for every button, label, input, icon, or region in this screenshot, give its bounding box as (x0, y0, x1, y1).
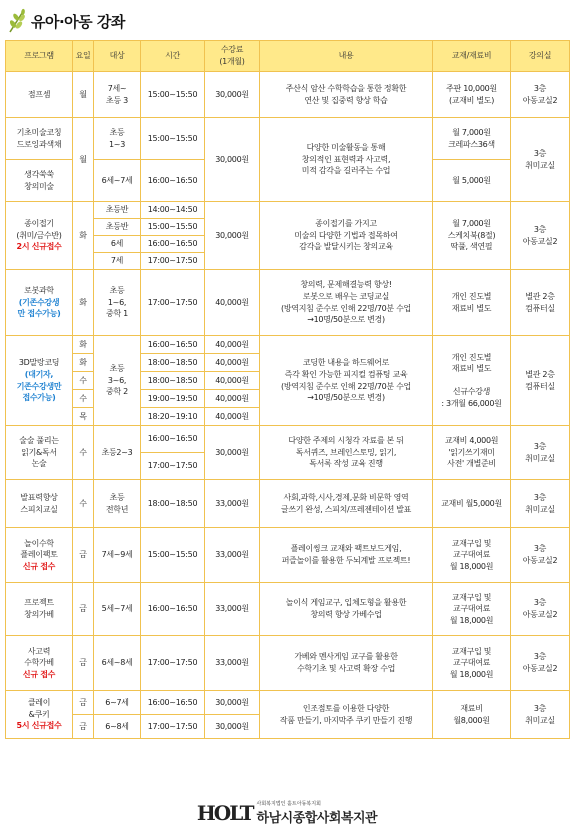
content-line: 독서록 작성 교육 진행 (309, 459, 383, 469)
material-line: 재료비 (460, 703, 483, 713)
content-line: 코딩한 내용을 하드웨어로 (302, 358, 390, 368)
program-line: 창의미술 (24, 181, 54, 191)
material-cell (433, 202, 511, 270)
material-line: 재료비 별도 (451, 364, 492, 374)
room-line: 3층 (533, 598, 547, 608)
material-line: 개인 진도별 (451, 291, 492, 301)
program-name (6, 160, 73, 202)
table-row (6, 583, 570, 636)
table-row (6, 118, 570, 160)
target-line: 초등 (109, 364, 125, 374)
holt-logo-text: HOLT (196, 801, 253, 825)
enroll-note: 기존수강생만 (16, 381, 62, 391)
day-cell: 화 (73, 202, 94, 270)
day-cell: 금 (73, 691, 94, 715)
material-line: 월 18,000원 (449, 669, 494, 679)
program-line: 사고력 (27, 646, 51, 656)
target-cell (94, 270, 141, 336)
content-line: (방역지침 준수로 인해 22명/70분 수업 (281, 381, 411, 391)
material-line: 교재비 4,000원 (444, 436, 499, 446)
program-line: 스피치교실 (20, 504, 58, 514)
content-line: 글쓰기 완성, 스피치/프레젠테이션 발표 (280, 504, 412, 514)
program-line: 클레이 (27, 698, 51, 708)
enroll-note: (기존수강생 (18, 297, 60, 307)
room-cell (511, 72, 570, 118)
material-line: 개인 진도별 (451, 352, 492, 362)
col-program: 프로그램 (6, 41, 73, 72)
content-cell (260, 480, 433, 528)
program-name (6, 336, 73, 426)
time-cell: 18:00~18:50 (141, 480, 205, 528)
content-line: 즉각 확인 가능한 피지컬 컴퓨팅 교육 (284, 369, 408, 379)
new-enroll-badge: 5시 신규접수 (16, 721, 62, 731)
time-cell: 18:00~18:50 (141, 372, 205, 390)
org-parent-name: 사회복지법인 홀트아동복지회 (256, 801, 321, 807)
target-cell (94, 336, 141, 426)
material-cell (433, 118, 511, 160)
content-line: 작품 만들기, 마지막주 쿠키 만들기 진행 (279, 715, 413, 725)
target-line: 3~6, (107, 375, 127, 385)
program-line: 생각쑥쑥 (24, 169, 54, 179)
material-line: (교재비 별도) (448, 95, 495, 105)
time-cell: 17:00~17:50 (141, 636, 205, 691)
material-line: 주판 10,000원 (446, 83, 497, 93)
time-cell: 15:00~15:50 (141, 528, 205, 583)
target-line: 전학년 (105, 504, 129, 514)
content-cell (260, 336, 433, 426)
col-fee-label: 수강료 (220, 45, 244, 55)
new-enroll-badge: 2시 신규접수 (16, 242, 62, 252)
fee-cell: 40,000원 (205, 372, 260, 390)
enroll-note: 만 접수가능) (17, 309, 61, 319)
target-line: 1~6, (107, 297, 127, 307)
room-cell (511, 480, 570, 528)
content-line: 미적 감각을 길러주는 수업 (301, 166, 391, 176)
program-line: 드로잉과색채 (16, 139, 62, 149)
material-cell (433, 583, 511, 636)
material-cell (433, 636, 511, 691)
content-cell (260, 528, 433, 583)
time-cell: 17:00~17:50 (141, 253, 205, 270)
day-cell: 수 (73, 390, 94, 408)
room-line: 3층 (533, 224, 547, 234)
program-line: 종이접기 (24, 219, 54, 229)
content-line: 주산식 암산 수학학습을 통한 정확한 (285, 83, 407, 93)
day-cell: 금 (73, 715, 94, 739)
program-name (6, 270, 73, 336)
program-name (6, 426, 73, 480)
program-line: 읽기&독서 (21, 447, 57, 457)
table-row (6, 480, 570, 528)
content-line: 가베와 멘사게임 교구를 활용한 (294, 652, 398, 662)
material-line: '읽기쓰기재미 (448, 447, 495, 457)
room-cell (511, 583, 570, 636)
material-line: 교재구입 및 (451, 592, 492, 602)
table-row (6, 202, 570, 219)
room-line: 별관 2층 (525, 369, 555, 379)
room-line: 3층 (533, 83, 547, 93)
fee-cell: 30,000원 (205, 691, 260, 715)
material-line: : 3개월 66,000원 (441, 398, 502, 408)
fee-cell: 40,000원 (205, 408, 260, 426)
target-line: 초등 (109, 492, 125, 502)
program-name (6, 528, 73, 583)
content-cell (260, 270, 433, 336)
room-line: 취미교실 (525, 453, 555, 463)
time-cell: 17:00~17:50 (141, 453, 205, 480)
day-cell: 화 (73, 336, 94, 354)
target-cell: 7세~9세 (94, 528, 141, 583)
day-cell: 화 (73, 354, 94, 372)
time-cell: 14:00~14:50 (141, 202, 205, 219)
col-room: 강의실 (511, 41, 570, 72)
material-line: 신규수강생 (452, 387, 491, 397)
time-cell: 16:00~16:50 (141, 236, 205, 253)
content-line: 사회,과학,시사,경제,문화 비문학 영역 (283, 492, 409, 502)
holt-logo (197, 801, 253, 825)
target-line: 1~3 (109, 139, 125, 149)
content-cell (260, 72, 433, 118)
room-line: 3층 (533, 703, 547, 713)
room-cell (511, 336, 570, 426)
material-line: 크레파스36색 (448, 139, 495, 149)
fee-cell: 30,000원 (205, 202, 260, 270)
target-cell: 6세~8세 (94, 636, 141, 691)
new-enroll-badge: 신규 접수 (22, 669, 56, 679)
content-cell (260, 202, 433, 270)
program-name (6, 202, 73, 270)
enroll-note: (대기자, (24, 369, 54, 379)
col-fee (205, 41, 260, 72)
program-line: 발표력향상 (20, 492, 58, 502)
time-cell: 16:00~16:50 (141, 583, 205, 636)
col-fee-period: (1개월) (219, 57, 245, 66)
fee-cell: 40,000원 (205, 270, 260, 336)
time-cell: 18:20~19:10 (141, 408, 205, 426)
program-line: &쿠키 (28, 709, 50, 719)
target-line: 중학 1 (106, 309, 128, 319)
room-line: 아동교실2 (522, 556, 558, 565)
room-line: 별관 2층 (525, 291, 555, 301)
program-line: 로봇과학 (24, 286, 54, 296)
table-row (6, 426, 570, 453)
time-cell: 16:00~16:50 (141, 336, 205, 354)
content-line: 퍼즐놀이를 활용한 두뇌계발 프로젝트! (281, 556, 411, 565)
content-cell (260, 118, 433, 202)
page-title: 유아·아동 강좌 (31, 12, 125, 31)
content-line: →10명/50분으로 변경) (307, 393, 385, 403)
program-line: 논술 (31, 459, 47, 469)
fee-cell: 30,000원 (205, 72, 260, 118)
material-cell (433, 270, 511, 336)
time-cell: 16:00~16:50 (141, 426, 205, 453)
material-line: 교구대여료 (452, 604, 491, 614)
program-name (6, 636, 73, 691)
material-line: 스케치북(8절) (447, 230, 496, 240)
target-line: 초등 (109, 286, 125, 296)
program-line: 프로젝트 (24, 598, 54, 608)
content-line: 독서퀴즈, 브레인스토밍, 읽기, (295, 447, 397, 457)
time-cell: 15:00~15:50 (141, 72, 205, 118)
new-enroll-badge: 신규 접수 (22, 561, 56, 571)
course-table (5, 40, 570, 739)
target-cell: 6~8세 (94, 715, 141, 739)
time-cell: 18:00~18:50 (141, 354, 205, 372)
material-cell: 교재비 월5,000원 (433, 480, 511, 528)
fee-cell: 33,000원 (205, 480, 260, 528)
material-line: 사전' 개별준비 (447, 459, 496, 469)
material-line: 교구대여료 (452, 550, 491, 560)
day-cell: 금 (73, 583, 94, 636)
room-line: 취미교실 (525, 160, 555, 170)
room-line: 취미교실 (525, 715, 555, 725)
day-cell: 목 (73, 408, 94, 426)
content-line: 플레이씽크 교재와 팩트보드게임, (290, 544, 402, 554)
day-cell: 수 (73, 426, 94, 480)
target-line: 중학 2 (106, 387, 128, 397)
room-cell (511, 426, 570, 480)
program-name (6, 691, 73, 739)
content-line: →10명/50분으로 변경) (307, 315, 385, 325)
program-line: 플레이팩토 (20, 550, 58, 560)
content-line: 놀이식 게임교구, 입체도형을 활용한 (285, 598, 407, 608)
target-cell (94, 118, 141, 160)
fee-cell: 33,000원 (205, 583, 260, 636)
time-cell: 17:00~17:50 (141, 270, 205, 336)
target-cell: 7세 (94, 253, 141, 270)
content-line: 종이접기를 가지고 (315, 219, 377, 229)
table-row (6, 336, 570, 354)
room-cell (511, 528, 570, 583)
program-name (6, 480, 73, 528)
room-line: 컴퓨터실 (525, 303, 555, 313)
room-line: 아동교실2 (522, 664, 558, 673)
target-cell: 초등2~3 (94, 426, 141, 480)
footer (0, 800, 574, 826)
material-line: 월 18,000원 (449, 561, 494, 571)
table-row (6, 691, 570, 715)
fee-cell: 40,000원 (205, 390, 260, 408)
table-header-row (6, 41, 570, 72)
room-line: 3층 (533, 652, 547, 662)
material-line: 월 7,000원 (452, 219, 491, 229)
target-cell: 5세~7세 (94, 583, 141, 636)
enroll-note: 접수가능) (22, 393, 56, 403)
room-line: 아동교실2 (522, 610, 558, 619)
fee-cell: 33,000원 (205, 636, 260, 691)
fee-cell: 40,000원 (205, 336, 260, 354)
program-line: 창의가베 (24, 610, 54, 619)
time-cell: 16:00~16:50 (141, 160, 205, 202)
room-cell (511, 691, 570, 739)
material-cell (433, 72, 511, 118)
day-cell: 수 (73, 480, 94, 528)
material-cell (433, 336, 511, 426)
material-line: 월 7,000원 (452, 127, 491, 137)
room-line: 컴퓨터실 (525, 381, 555, 391)
fee-cell: 33,000원 (205, 528, 260, 583)
content-cell (260, 426, 433, 480)
content-line: 연산 및 집중력 향상 학습 (304, 95, 388, 105)
org-name: 하남시종합사회복지관 (256, 811, 378, 826)
room-cell (511, 118, 570, 202)
program-line: 수학가베 (24, 658, 54, 668)
target-cell (94, 72, 141, 118)
material-cell (433, 528, 511, 583)
col-target: 대상 (94, 41, 141, 72)
day-cell: 월 (73, 72, 94, 118)
day-cell: 금 (73, 528, 94, 583)
program-name: 점프셈 (6, 72, 73, 118)
content-line: 다양한 미술활동을 통해 (306, 143, 386, 153)
room-line: 아동교실2 (522, 95, 558, 105)
content-cell (260, 636, 433, 691)
material-cell (433, 691, 511, 739)
material-line: 월8,000원 (453, 715, 490, 725)
content-line: 창의적인 표현력과 사고력, (301, 154, 391, 164)
content-line: 로봇으로 배우는 코딩교실 (302, 291, 390, 301)
day-cell: 수 (73, 372, 94, 390)
room-cell (511, 270, 570, 336)
material-line: 교구대여료 (452, 658, 491, 668)
time-cell: 16:00~16:50 (141, 691, 205, 715)
content-line: 다양한 주제의 시청각 자료를 본 뒤 (288, 436, 404, 446)
target-cell (94, 480, 141, 528)
room-cell (511, 202, 570, 270)
material-line: 월 18,000원 (449, 615, 494, 625)
target-line: 초등 3 (106, 95, 128, 105)
time-cell: 17:00~17:50 (141, 715, 205, 739)
content-cell (260, 691, 433, 739)
org-block (257, 800, 378, 826)
program-line: 3D말랑코딩 (18, 358, 60, 368)
material-cell: 월 5,000원 (433, 160, 511, 202)
fee-cell: 40,000원 (205, 354, 260, 372)
fee-cell: 30,000원 (205, 426, 260, 480)
table-row (6, 636, 570, 691)
time-cell: 15:00~15:50 (141, 118, 205, 160)
table-row (6, 270, 570, 336)
target-cell: 6세 (94, 236, 141, 253)
room-line: 3층 (533, 492, 547, 502)
material-line: 교재구입 및 (451, 646, 492, 656)
col-time: 시간 (141, 41, 205, 72)
table-row (6, 528, 570, 583)
room-cell (511, 636, 570, 691)
material-line: 딱풀, 색연필 (450, 242, 493, 252)
program-line: 놀이수학 (24, 538, 54, 548)
program-line: 기초미술코칭 (16, 127, 62, 137)
room-line: 취미교실 (525, 504, 555, 514)
day-cell: 금 (73, 636, 94, 691)
content-line: 창의력, 문제해결능력 향상! (300, 280, 392, 290)
content-line: 미술의 다양한 기법과 접목하여 (294, 230, 398, 240)
program-line: 술술 풀리는 (19, 436, 59, 446)
material-line: 교재구입 및 (451, 538, 492, 548)
material-cell (433, 426, 511, 480)
col-material: 교재/재료비 (433, 41, 511, 72)
col-content: 내용 (260, 41, 433, 72)
table-row (6, 72, 570, 118)
target-cell: 초등반 (94, 219, 141, 236)
content-line: 창의력 향상 가베수업 (310, 610, 382, 619)
room-line: 아동교실2 (522, 236, 558, 246)
material-line: 재료비 별도 (451, 303, 492, 313)
target-cell: 초등반 (94, 202, 141, 219)
content-cell (260, 583, 433, 636)
target-line: 7세~ (107, 83, 127, 93)
room-line: 3층 (533, 544, 547, 554)
page-header (6, 6, 125, 36)
content-line: 인조점토를 이용한 다양한 (302, 703, 390, 713)
target-line: 초등 (109, 127, 125, 137)
col-day: 요일 (73, 41, 94, 72)
program-name (6, 118, 73, 160)
day-cell: 화 (73, 270, 94, 336)
content-line: 감각을 발달시키는 창의교육 (299, 242, 393, 252)
time-cell: 15:00~15:50 (141, 219, 205, 236)
content-line: 수학기초 및 사고력 확장 수업 (296, 664, 396, 673)
time-cell: 19:00~19:50 (141, 390, 205, 408)
fee-cell: 30,000원 (205, 118, 260, 202)
program-name (6, 583, 73, 636)
fee-cell: 30,000원 (205, 715, 260, 739)
content-line: (방역지침 준수로 인해 22명/70분 수업 (281, 303, 411, 313)
room-line: 3층 (533, 441, 547, 451)
room-line: 3층 (533, 148, 547, 158)
day-cell: 월 (73, 118, 94, 202)
target-cell: 6~7세 (94, 691, 141, 715)
leaf-icon (6, 8, 28, 34)
program-line: (취미/금수반) (16, 230, 62, 240)
target-cell: 6세~7세 (94, 160, 141, 202)
